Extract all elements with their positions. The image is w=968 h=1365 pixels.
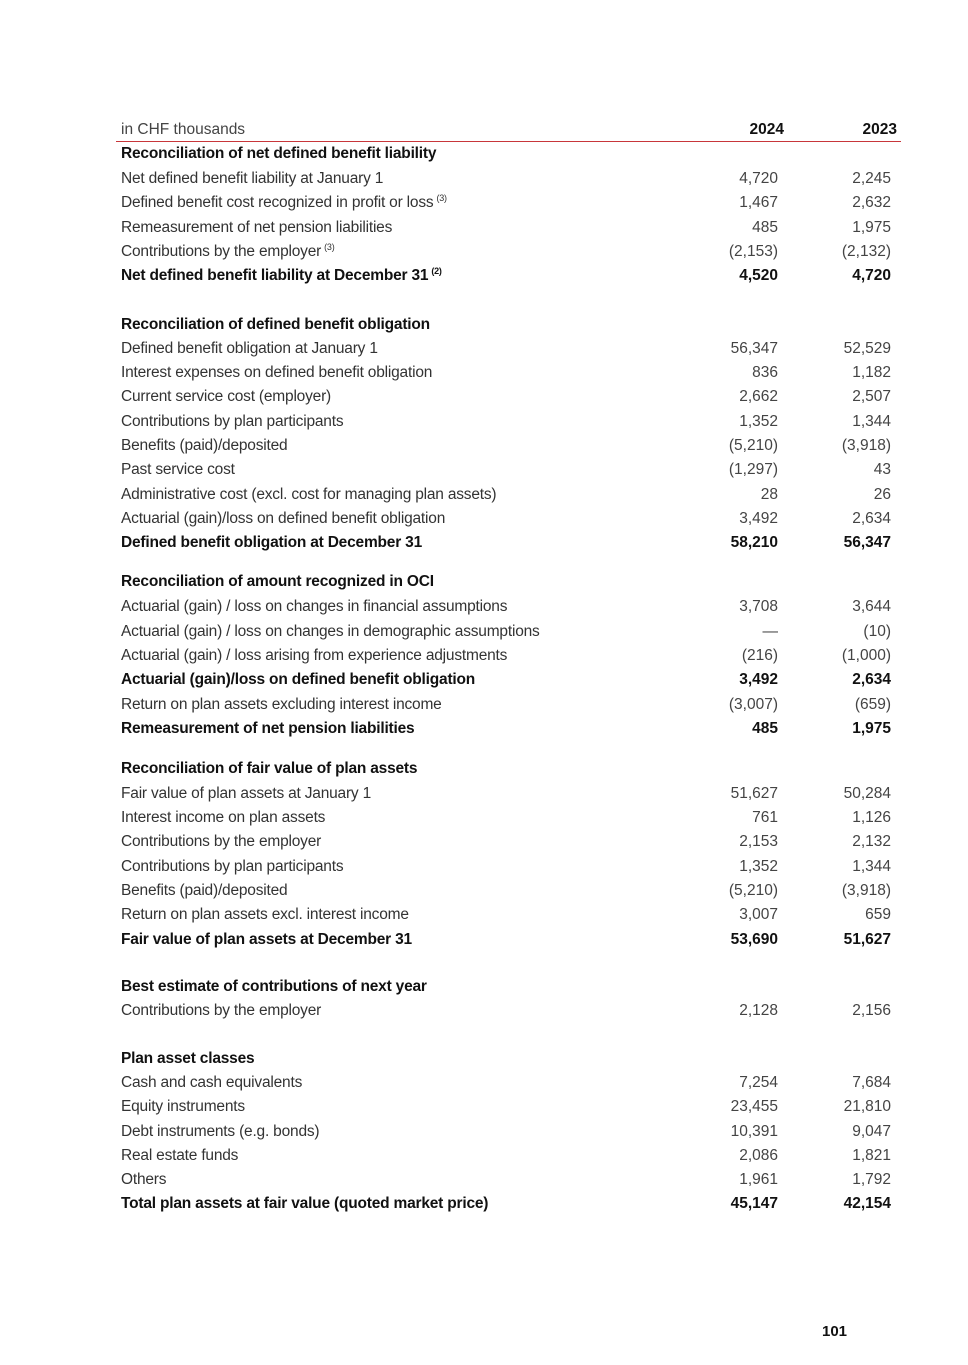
value-2024: 58,210 (730, 534, 778, 551)
row-label-text: Debt instruments (e.g. bonds) (121, 1123, 320, 1140)
table-row (121, 1096, 891, 1118)
value-2024: 2,086 (739, 1147, 778, 1164)
row-label (121, 532, 422, 554)
row-label-text: Interest expenses on defined benefit obligation (121, 364, 433, 381)
table-row (121, 856, 891, 878)
value-2024: 7,254 (739, 1074, 778, 1091)
value-2024: 761 (752, 809, 778, 826)
section-heading (121, 314, 891, 336)
value-2024: 485 (752, 720, 778, 737)
value-2024: 3,007 (739, 906, 778, 923)
table-total-row (121, 265, 891, 287)
value-2024: (1,297) (728, 461, 778, 478)
section-title: Reconciliation of amount recognized in OCI (121, 573, 434, 590)
value-2023: 42,154 (843, 1195, 891, 1212)
value-2023: 1,792 (852, 1171, 891, 1188)
row-label (121, 621, 540, 643)
row-label (121, 435, 287, 457)
value-2023: 43 (873, 461, 891, 478)
row-label (121, 411, 343, 433)
row-label (121, 168, 383, 190)
row-label (121, 241, 335, 263)
section-heading (121, 1048, 891, 1070)
row-label-text: Fair value of plan assets at December 31 (121, 931, 412, 948)
row-label (121, 669, 475, 691)
value-2024: 51,627 (730, 785, 778, 802)
table-total-row (121, 669, 891, 691)
row-label-text: Administrative cost (excl. cost for managing plan assets) (121, 486, 497, 503)
row-label (121, 880, 287, 902)
column-header-2023: 2023 (862, 121, 897, 138)
table-total-row (121, 929, 891, 951)
value-2024: 3,708 (739, 598, 778, 615)
value-2023: 2,245 (852, 170, 891, 187)
page-number: 101 (822, 1323, 848, 1340)
row-label (121, 1000, 321, 1022)
value-2023: (1,000) (841, 647, 891, 664)
row-label (121, 807, 325, 829)
value-2023: 1,821 (852, 1147, 891, 1164)
value-2023: 2,632 (852, 194, 891, 211)
row-label-text: Contributions by plan participants (121, 858, 344, 875)
table-row (121, 694, 891, 716)
value-2024: 3,492 (739, 510, 778, 527)
row-label-text: Past service cost (121, 461, 235, 478)
value-2024: 3,492 (739, 671, 778, 688)
value-2023: 1,975 (852, 219, 891, 236)
row-label-text: Actuarial (gain)/loss on defined benefit obligation (121, 671, 476, 688)
value-2023: 2,507 (852, 388, 891, 405)
row-label (121, 645, 507, 667)
value-2024: 2,662 (739, 388, 778, 405)
row-label (121, 192, 447, 214)
section-title: Plan asset classes (121, 1050, 255, 1067)
row-label-text: Actuarial (gain) / loss on changes in demographic assumptions (121, 623, 540, 640)
table-row (121, 484, 891, 506)
header-divider (116, 141, 901, 142)
row-label-text: Benefits (paid)/deposited (121, 882, 288, 899)
value-2023: 1,975 (852, 720, 891, 737)
section-title: Reconciliation of fair value of plan assets (121, 760, 418, 777)
table-row (121, 621, 891, 643)
value-2024: 4,720 (739, 170, 778, 187)
value-2024: 53,690 (730, 931, 778, 948)
value-2023: 2,634 (852, 671, 891, 688)
row-label-text: Others (121, 1171, 167, 1188)
row-label (121, 929, 412, 951)
table-row (121, 192, 891, 214)
value-2024: 1,352 (739, 413, 778, 430)
table-row (121, 168, 891, 190)
row-label (121, 596, 507, 618)
value-2023: (10) (863, 623, 891, 640)
row-label-text: Defined benefit obligation at December 31 (121, 534, 422, 551)
table-row (121, 831, 891, 853)
section-heading (121, 976, 891, 998)
row-label-text: Cash and cash equivalents (121, 1074, 303, 1091)
row-label-text: Defined benefit obligation at January 1 (121, 340, 378, 357)
table-row (121, 1000, 891, 1022)
value-2024: 28 (760, 486, 778, 503)
value-2023: 51,627 (843, 931, 891, 948)
table-row (121, 241, 891, 263)
row-label (121, 856, 343, 878)
value-2023: (2,132) (841, 243, 891, 260)
row-label (121, 338, 378, 360)
table-total-row (121, 718, 891, 740)
value-2023: 21,810 (843, 1098, 891, 1115)
row-label-text: Net defined benefit liability at December 31 (121, 267, 429, 284)
section-title: Reconciliation of net defined benefit liability (121, 145, 437, 162)
section-heading (121, 143, 891, 165)
row-label (121, 1145, 238, 1167)
row-label (121, 904, 409, 926)
footnote-marker: (3) (436, 193, 447, 203)
row-label (121, 484, 496, 506)
table-total-row (121, 1193, 891, 1215)
value-2023: 2,634 (852, 510, 891, 527)
value-2024: 4,520 (739, 267, 778, 284)
row-label (121, 783, 371, 805)
row-label-text: Contributions by the employer (121, 833, 322, 850)
value-2024: 2,153 (739, 833, 778, 850)
value-2024: (216) (741, 647, 778, 664)
table-row (121, 1072, 891, 1094)
value-2023: 3,644 (852, 598, 891, 615)
value-2023: 2,132 (852, 833, 891, 850)
value-2024: 10,391 (730, 1123, 778, 1140)
row-label (121, 217, 392, 239)
value-2024: (3,007) (728, 696, 778, 713)
value-2023: 56,347 (843, 534, 891, 551)
row-label (121, 459, 235, 481)
table-total-row (121, 532, 891, 554)
value-2023: (3,918) (841, 882, 891, 899)
row-label-text: Actuarial (gain) / loss arising from experience adjustments (121, 647, 508, 664)
value-2023: (3,918) (841, 437, 891, 454)
row-label-text: Interest income on plan assets (121, 809, 326, 826)
row-label (121, 718, 414, 740)
value-2024: — (762, 623, 778, 640)
table-row (121, 1145, 891, 1167)
row-label (121, 386, 331, 408)
row-label (121, 1169, 166, 1191)
value-2023: 9,047 (852, 1123, 891, 1140)
row-label-text: Actuarial (gain) / loss on changes in financial assumptions (121, 598, 508, 615)
table-row (121, 411, 891, 433)
value-2023: 1,182 (852, 364, 891, 381)
row-label-text: Actuarial (gain)/loss on defined benefit obligation (121, 510, 446, 527)
footnote-marker: (3) (324, 242, 335, 252)
section-title: Reconciliation of defined benefit obligation (121, 316, 430, 333)
section-title: Best estimate of contributions of next year (121, 978, 427, 995)
row-label (121, 1072, 302, 1094)
row-label-text: Equity instruments (121, 1098, 245, 1115)
row-label-text: Remeasurement of net pension liabilities (121, 720, 415, 737)
row-label-text: Real estate funds (121, 1147, 239, 1164)
value-2024: (2,153) (728, 243, 778, 260)
row-label-text: Contributions by the employer (121, 1002, 322, 1019)
value-2023: (659) (854, 696, 891, 713)
value-2023: 1,126 (852, 809, 891, 826)
section-heading (121, 758, 891, 780)
value-2024: 1,352 (739, 858, 778, 875)
table-row (121, 1169, 891, 1191)
value-2023: 4,720 (852, 267, 891, 284)
table-row (121, 459, 891, 481)
value-2024: 23,455 (730, 1098, 778, 1115)
table-row (121, 508, 891, 530)
value-2024: 45,147 (730, 1195, 778, 1212)
row-label (121, 694, 442, 716)
value-2024: 1,961 (739, 1171, 778, 1188)
row-label-text: Contributions by the employer (121, 243, 322, 260)
table-row (121, 386, 891, 408)
row-label (121, 508, 445, 530)
row-label-text: Return on plan assets excluding interest income (121, 696, 442, 713)
value-2024: 2,128 (739, 1002, 778, 1019)
table-row (121, 338, 891, 360)
row-label (121, 1096, 245, 1118)
row-label-text: Current service cost (employer) (121, 388, 331, 405)
row-label (121, 1193, 488, 1215)
table-row (121, 904, 891, 926)
table-row (121, 596, 891, 618)
value-2024: 56,347 (730, 340, 778, 357)
footnote-marker: (2) (431, 266, 442, 276)
value-2023: 50,284 (843, 785, 891, 802)
table-row (121, 362, 891, 384)
value-2023: 52,529 (843, 340, 891, 357)
row-label (121, 265, 442, 287)
value-2024: (5,210) (728, 882, 778, 899)
row-label-text: Total plan assets at fair value (quoted market price) (121, 1195, 489, 1212)
table-row (121, 1121, 891, 1143)
table-row (121, 880, 891, 902)
row-label (121, 362, 432, 384)
table-row (121, 807, 891, 829)
table-row (121, 217, 891, 239)
row-label-text: Fair value of plan assets at January 1 (121, 785, 372, 802)
value-2023: 1,344 (852, 858, 891, 875)
value-2023: 659 (865, 906, 891, 923)
row-label (121, 831, 321, 853)
value-2024: 836 (752, 364, 778, 381)
value-2024: (5,210) (728, 437, 778, 454)
column-header-2024: 2024 (749, 121, 784, 138)
table-row (121, 645, 891, 667)
unit-label: in CHF thousands (121, 121, 246, 138)
value-2024: 1,467 (739, 194, 778, 211)
row-label (121, 1121, 319, 1143)
row-label-text: Contributions by plan participants (121, 413, 344, 430)
row-label-text: Return on plan assets excl. interest income (121, 906, 409, 923)
value-2023: 1,344 (852, 413, 891, 430)
row-label-text: Net defined benefit liability at January 1 (121, 170, 384, 187)
row-label-text: Defined benefit cost recognized in profit or loss (121, 194, 434, 211)
value-2023: 2,156 (852, 1002, 891, 1019)
value-2023: 7,684 (852, 1074, 891, 1091)
row-label-text: Benefits (paid)/deposited (121, 437, 288, 454)
section-heading (121, 571, 891, 593)
table-row (121, 435, 891, 457)
table-row (121, 783, 891, 805)
value-2023: 26 (873, 486, 891, 503)
table-header (121, 119, 901, 141)
row-label-text: Remeasurement of net pension liabilities (121, 219, 393, 236)
value-2024: 485 (752, 219, 778, 236)
